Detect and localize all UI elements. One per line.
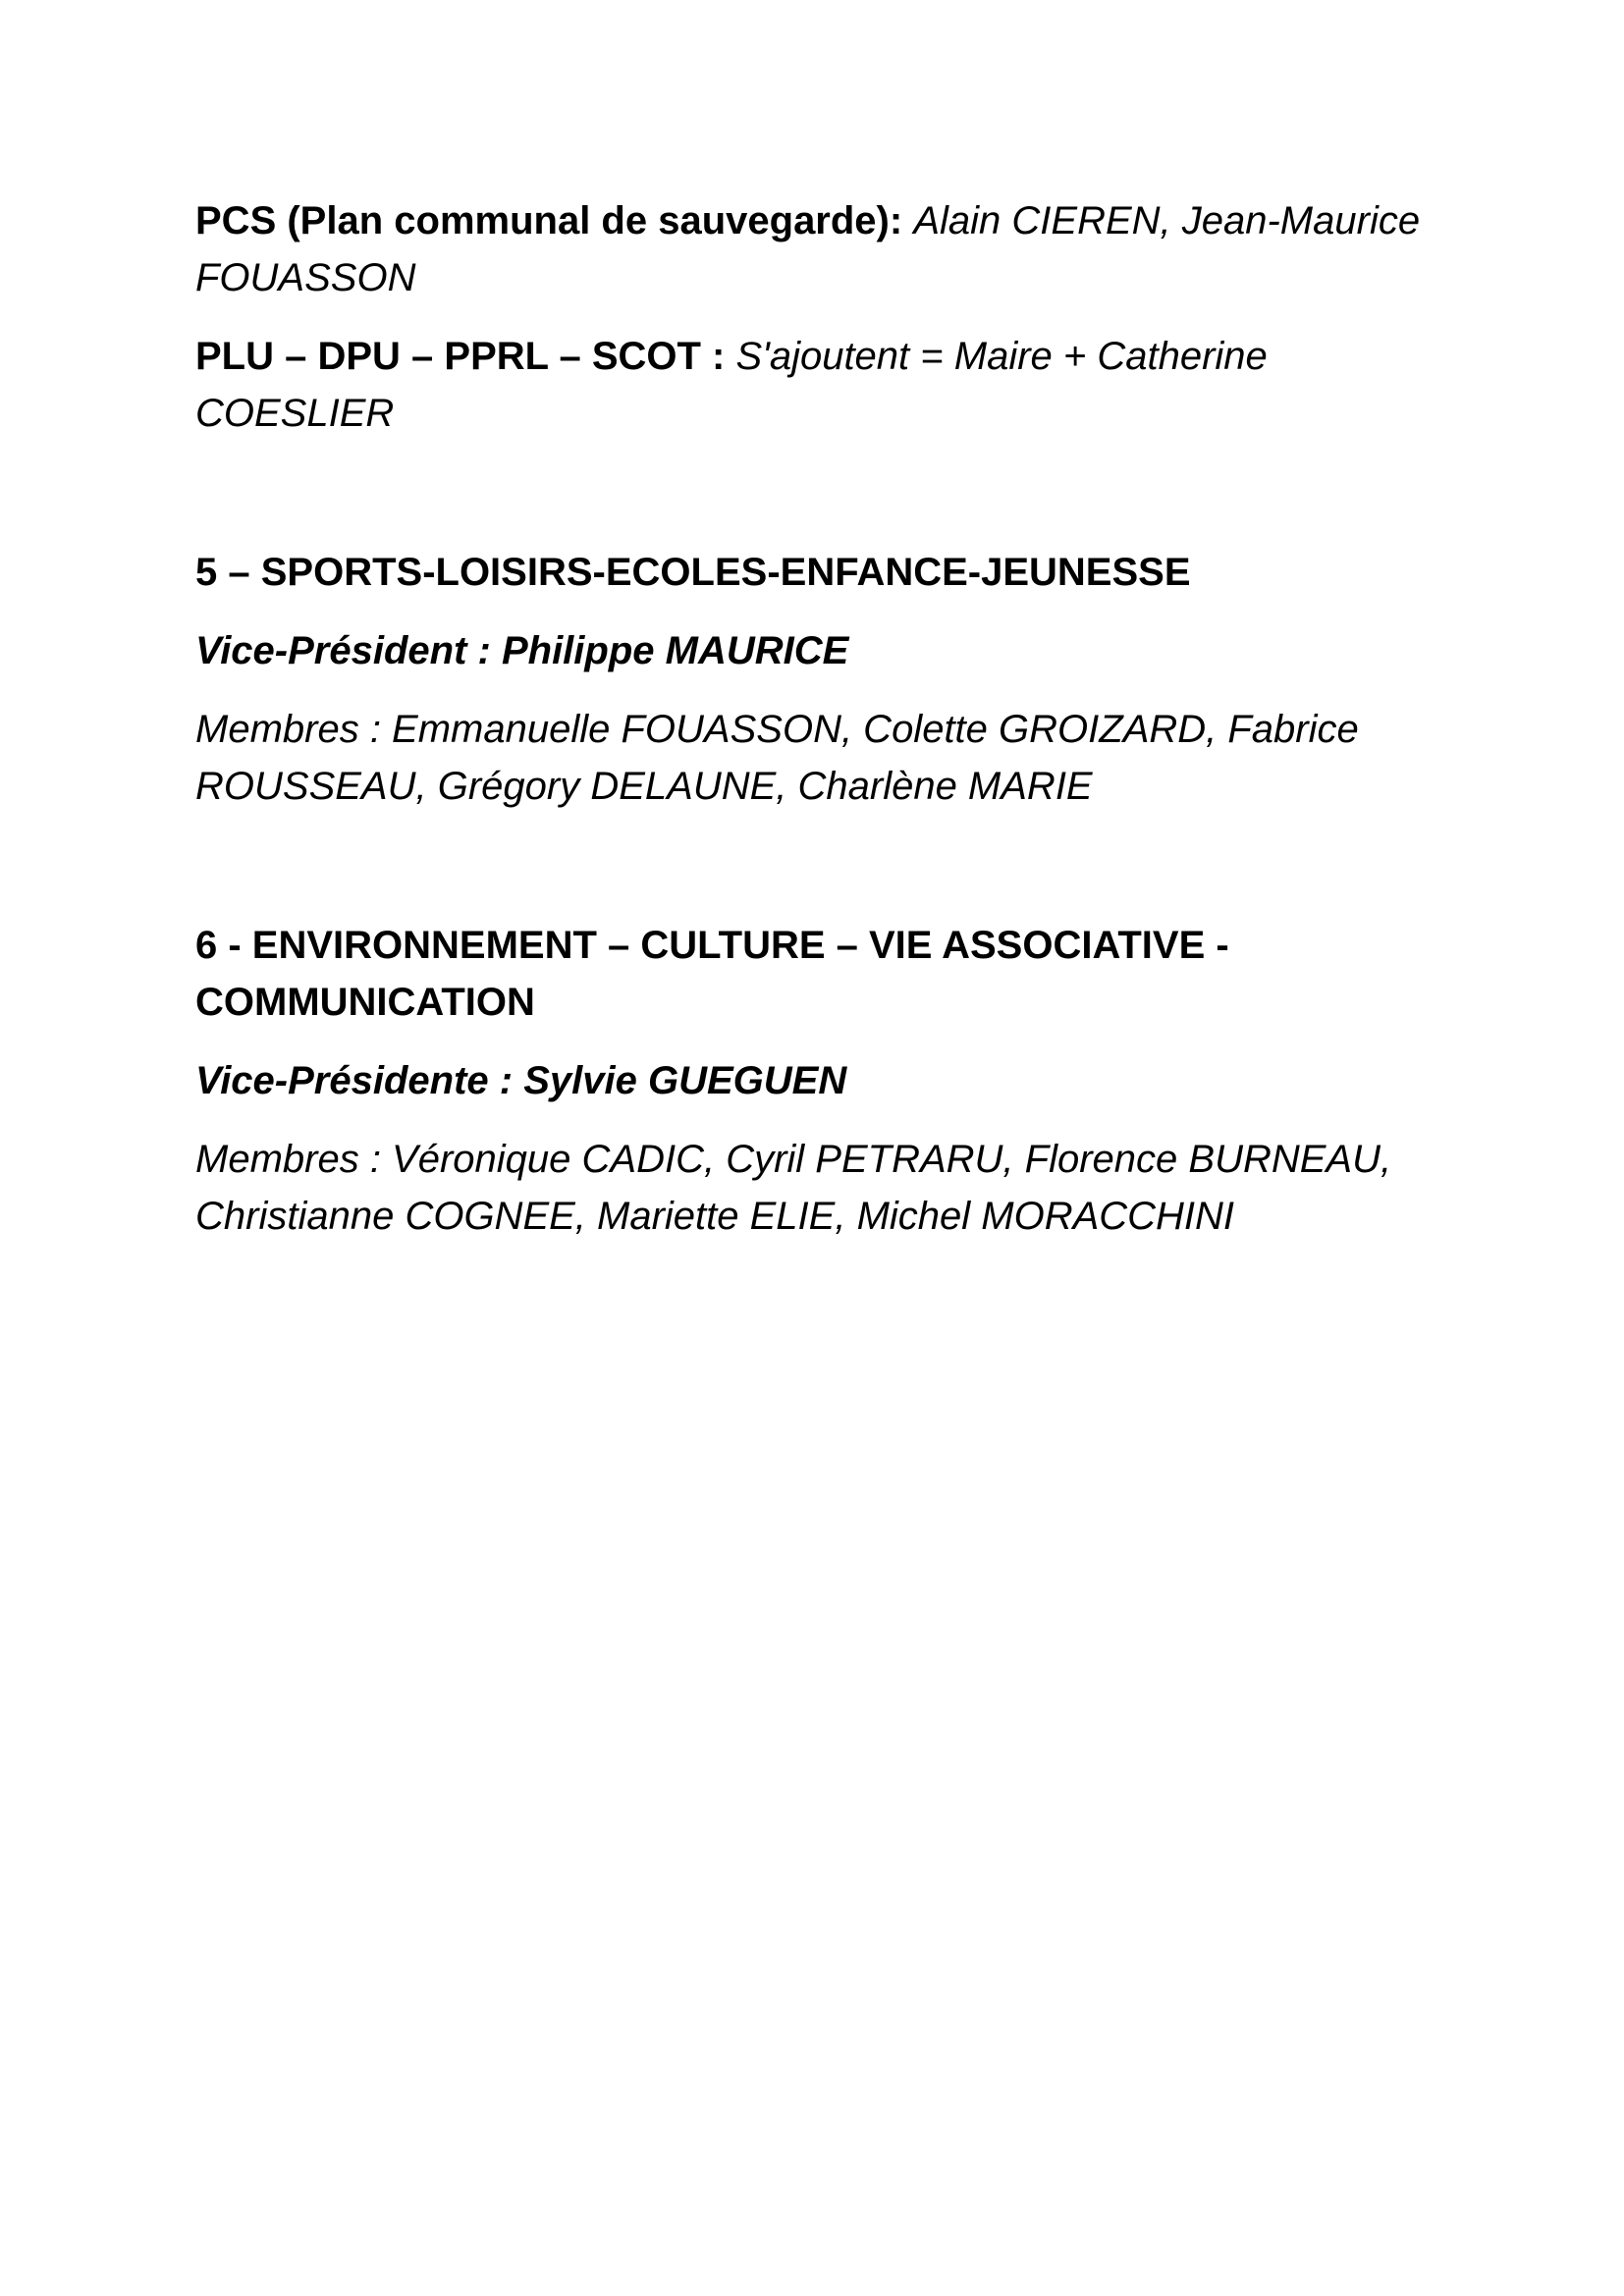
section-6-title: 6 - ENVIRONNEMENT – CULTURE – VIE ASSOCIATIVE - COMMUNICATION (195, 924, 1229, 1024)
pcs-members: Alain CIEREN, Jean-Maurice FOUASSON (195, 199, 1421, 299)
section-5-title: 5 – SPORTS-LOISIRS-ECOLES-ENFANCE-JEUNESSE (195, 551, 1191, 594)
pcs-line (195, 192, 1442, 306)
plu-line (195, 328, 1442, 442)
document-page (195, 192, 1442, 1245)
section-5-members: Membres : Emmanuelle FOUASSON, Colette GROIZARD, Fabrice ROUSSEAU, Grégory DELAUNE, Charlène MARIE (195, 708, 1359, 808)
section-6-vice-president: Vice-Présidente : Sylvie GUEGUEN (195, 1059, 847, 1102)
plu-label: PLU – DPU – PPRL – SCOT : (195, 335, 726, 378)
plu-members: S'ajoutent = Maire + Catherine COESLIER (195, 335, 1268, 435)
section-6-members: Membres : Véronique CADIC, Cyril PETRARU, Florence BURNEAU, Christianne COGNEE, Mariette ELIE, Michel MORACCHINI (195, 1138, 1392, 1238)
section-5-vice-president: Vice-Président : Philippe MAURICE (195, 629, 849, 672)
pcs-label: PCS (Plan communal de sauvegarde): (195, 199, 903, 242)
